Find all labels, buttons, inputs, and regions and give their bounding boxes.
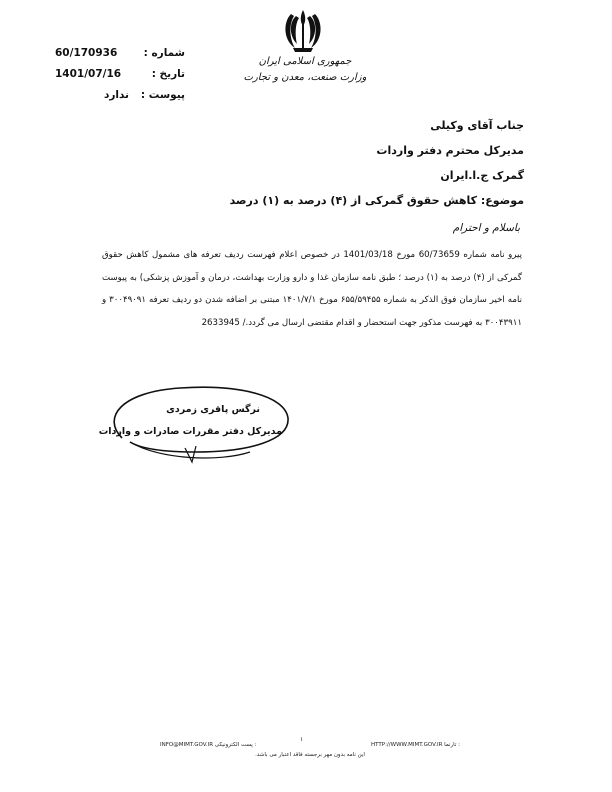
salutation: باسلام و احترام <box>452 222 520 234</box>
attachment-label: پیوست : <box>140 89 185 101</box>
footer-email <box>160 742 256 748</box>
addressee-name: جناب آقای وکیلی <box>430 119 524 132</box>
page-number: ۱ <box>300 736 304 743</box>
letter-meta <box>55 43 185 106</box>
footer <box>160 742 460 758</box>
signatory-title: مدیرکل دفتر مقررات صادرات و واردات <box>98 426 282 437</box>
date-row <box>55 64 185 85</box>
addressee-position: مدیرکل محترم دفتر واردات <box>376 144 524 157</box>
footer-email-label: پست الکترونیکی : <box>214 742 257 748</box>
footer-email-address: INFO@MIMT.GOV.IR <box>160 742 214 748</box>
ministry-header <box>240 54 370 86</box>
attachment-row <box>55 85 185 106</box>
number-value: 60/170936 <box>55 47 118 59</box>
signature-scribble <box>100 378 300 470</box>
addressee-block <box>104 113 524 213</box>
footer-website-address: HTTP://WWW.MIMT.GOV.IR <box>371 742 443 748</box>
country-name: جمهوری اسلامی ایران <box>258 56 352 67</box>
footer-website-label: تارنما : <box>444 742 460 748</box>
subject-line: موضوع: کاهش حقوق گمرکی از (۴) درصد به (۱) درصد <box>229 194 524 207</box>
iran-emblem-icon <box>283 8 323 54</box>
number-label: شماره : <box>143 47 185 59</box>
signature-block <box>100 378 300 470</box>
signatory-name: نرگس پاقری زمردی <box>166 404 260 415</box>
ministry-name: وزارت صنعت، معدن و تجارت <box>243 72 367 83</box>
footer-website <box>371 742 460 748</box>
date-value: 1401/07/16 <box>55 68 122 80</box>
footer-contacts <box>160 742 460 748</box>
number-row <box>55 43 185 64</box>
footer-note: این نامه بدون مهر برجسته فاقد اعتبار می باشد. <box>255 752 365 758</box>
letter-body: پیرو نامه شماره 60/73659 مورخ 1401/03/18 در خصوص اعلام فهرست ردیف تعرفه های مشمول کاهش حقوق گمرکی از (۴) درصد به (۱) درصد ؛ طبق نامه سازمان غذا و دارو وزارت بهداشت، درمان و آموزش پزشکی) به پیوست نامه اخیر سازمان فوق الذکر به شماره ۶۵۵/۵۹۴۵۵ مورخ ۱۴۰۱/۷/۱ مبتنی بر اضافه شدن دو ردیف تعرفه ۳۰۰۴۹۰۹۱ و ۳۰۰۴۳۹۱۱ به فهرست مذکور جهت استحضار و اقدام مقتضی ارسال می گردد./ 2633945 <box>102 250 522 328</box>
addressee-organization: گمرک ج.ا.ایران <box>440 169 524 182</box>
attachment-value: ندارد <box>103 89 129 101</box>
date-label: تاریخ : <box>151 68 185 80</box>
